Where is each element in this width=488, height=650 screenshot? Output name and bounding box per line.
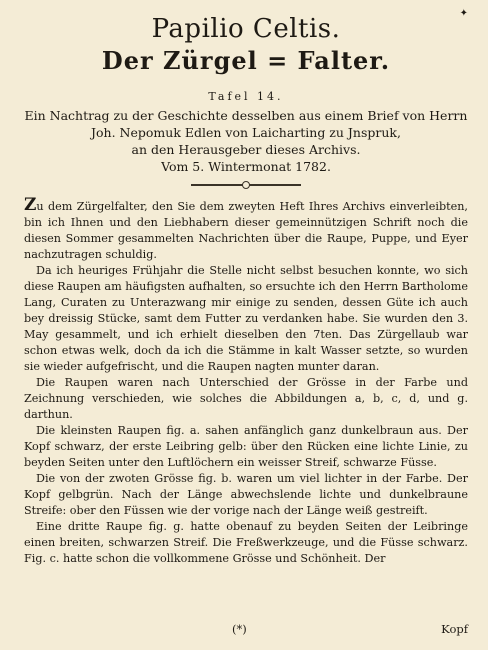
paragraph: Da ich heuriges Frühjahr die Stelle nicht selbst besuchen konnte, wo sich diese Raupen am häufigsten aufhalten, so ersuchte ich den Herrn Bartholome Lang, Curaten zu Unterazwang mir einige zu senden, dessen Güte ich auch bey dreissig Stücke, samt dem Futter zu verdanken habe. Sie wurden den 3. May gesammelt, und ich erhielt dieselben den 7ten. Das Zürgellaub war schon etwas welk, doch da ich die Stämme in kalt Wasser setzte, so wurden sie wieder aufgefrischt, und die Raupen nagten munter daran. <box>24 264 468 373</box>
paragraph-text: u dem Zürgelfalter, den Sie dem zweyten Heft Ihres Archivs einverleibten, bin ich Ihnen und den Liebhabern dieser gemeinnützigen Schrift noch die diesen Sommer gesammelten Nachrichten über die Raupe, Puppe, und Eyer nachzutragen schuldig. <box>24 200 468 261</box>
paragraph: Die von der zwoten Grösse fig. b. waren um viel lichter in der Farbe. Der Kopf gelbgrün. Nach der Länge abwechslende lichte und dunkelbraune Streife: ober den Füssen wie der vorige nach der Länge weiß gestreift. <box>24 472 468 517</box>
ornamental-divider <box>191 181 301 189</box>
catchword: Kopf <box>441 622 468 636</box>
page-subtitle: Der Zürgel = Falter. <box>101 46 391 75</box>
divider-ornament-icon <box>242 181 250 189</box>
signature-mark: (*) <box>232 622 247 636</box>
corner-ornament-icon: ✦ <box>459 8 468 19</box>
paragraph <box>24 197 468 263</box>
heading-date: Vom 5. Wintermonat 1782. <box>161 159 331 174</box>
page-title: Papilio Celtis. <box>151 14 341 44</box>
paragraph: Die kleinsten Raupen fig. a. sahen anfänglich ganz dunkelbraun aus. Der Kopf schwarz, der erste Leibring gelb: über den Rücken eine lichte Linie, zu beyden Seiten unter den Luftlöchern ein weisser Streif, schwarze Füsse. <box>24 424 468 469</box>
paragraph: Eine dritte Raupe fig. g. hatte obenauf zu beyden Seiten der Leibringe einen breiten, schwarzen Streif. Die Freßwerkzeuge, und die Füsse schwarz. Fig. c. hatte schon die vollkommene Grösse und Schönheit. Der <box>24 520 468 565</box>
page-footer <box>24 622 468 638</box>
letter-heading <box>24 107 468 175</box>
plate-number: Tafel 14. <box>208 90 284 103</box>
heading-line: an den Herausgeber dieses Archivs. <box>131 142 361 157</box>
heading-line: Ein Nachtrag zu der Geschichte desselben aus einem Brief von Herrn <box>24 108 468 123</box>
paragraph: Die Raupen waren nach Unterschied der Grösse in der Farbe und Zeichnung verschieden, wie solches die Abbildungen a, b, c, d, und g. darthun. <box>24 376 468 421</box>
drop-cap: Z <box>24 195 37 215</box>
body-text <box>24 197 468 567</box>
heading-line: Joh. Nepomuk Edlen von Laicharting zu Jnspruk, <box>91 125 401 140</box>
